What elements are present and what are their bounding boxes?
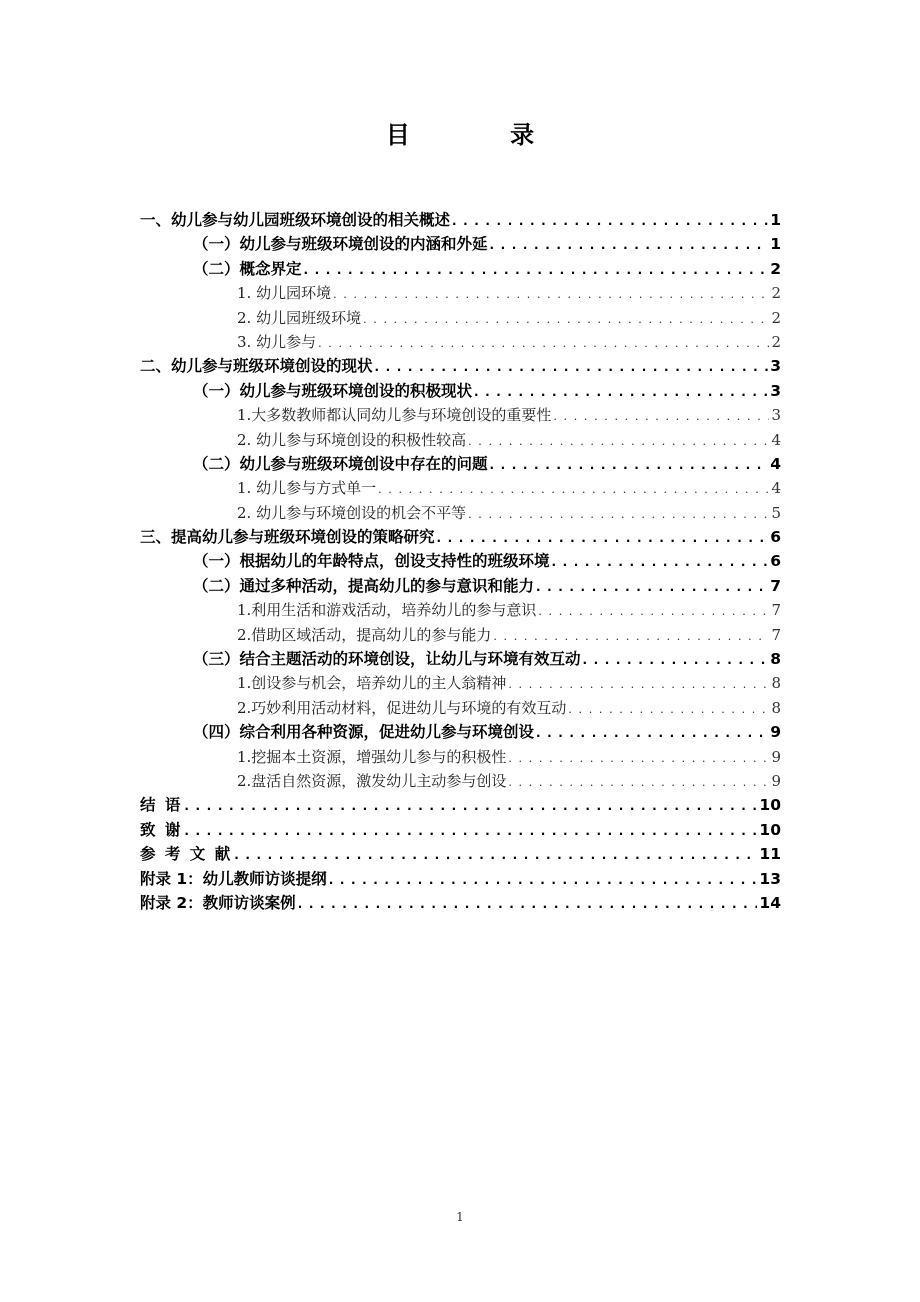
toc-entry-page: 6: [770, 528, 781, 547]
toc-entry-label: 2. 幼儿园班级环境: [237, 308, 362, 327]
toc-dot-leader: [536, 575, 768, 598]
toc-entry-page: 2: [770, 259, 781, 278]
toc-entry-label: （一）幼儿参与班级环境创设的内涵和外延: [193, 235, 488, 254]
toc-dot-leader: [375, 355, 769, 378]
toc-entry[interactable]: [140, 379, 781, 403]
toc-dot-leader: [304, 258, 769, 281]
footer-page-number: 1: [456, 1210, 464, 1224]
toc-dot-leader: [490, 453, 769, 476]
toc-dot-leader: [508, 673, 769, 695]
toc-entry-label: 1.利用生活和游戏活动，培养幼儿的参与意识: [237, 601, 537, 620]
toc-entry-page: 1: [770, 235, 781, 254]
toc-dot-leader: [298, 892, 758, 915]
toc-entry-label: 3. 幼儿参与: [237, 332, 317, 351]
toc-entry-page: 8: [770, 650, 781, 669]
toc-entry-page: 14: [759, 893, 781, 912]
toc-entry-page: 9: [771, 771, 781, 790]
toc-dot-leader: [508, 747, 769, 769]
toc-entry-label: 附录 1：幼儿教师访谈提纲: [140, 869, 327, 888]
toc-entry[interactable]: [140, 549, 781, 573]
toc-dot-leader: [553, 405, 769, 427]
toc-entry-page: 2: [771, 284, 781, 303]
toc-dot-leader: [318, 332, 769, 354]
toc-entry-label: （二）幼儿参与班级环境创设中存在的问题: [193, 454, 488, 473]
toc-entry[interactable]: [140, 428, 781, 452]
toc-dot-leader: [536, 721, 768, 744]
toc-dot-leader: [363, 308, 769, 330]
toc-entry[interactable]: [140, 598, 781, 622]
toc-dot-leader: [333, 283, 769, 305]
toc-entry-page: 6: [770, 552, 781, 571]
toc-entry-page: 4: [771, 430, 781, 449]
toc-entry[interactable]: [140, 232, 781, 256]
toc-entry-label: 1. 幼儿园环境: [237, 284, 332, 303]
toc-dot-leader: [329, 868, 758, 891]
toc-entry-label: （三）结合主题活动的环境创设，让幼儿与环境有效互动: [193, 650, 581, 669]
toc-entry-label: 致 谢: [140, 820, 183, 839]
toc-dot-leader: [568, 698, 769, 720]
toc-entry-label: 1.挖掘本土资源，增强幼儿参与的积极性: [237, 747, 507, 766]
toc-entry-label: 参 考 文 献: [140, 845, 233, 864]
table-of-contents: [140, 208, 781, 915]
toc-dot-leader: [490, 233, 769, 256]
toc-entry-label: （二）概念界定: [193, 259, 302, 278]
toc-entry-label: 1.创设参与机会，培养幼儿的主人翁精神: [237, 674, 507, 693]
toc-dot-leader: [184, 794, 757, 817]
toc-entry[interactable]: [140, 671, 781, 695]
toc-dot-leader: [468, 430, 769, 452]
toc-entry[interactable]: [140, 257, 781, 281]
toc-entry-page: 9: [771, 747, 781, 766]
toc-dot-leader: [184, 819, 757, 842]
toc-entry-page: 10: [759, 820, 781, 839]
toc-entry[interactable]: [140, 354, 781, 378]
toc-entry-page: 3: [771, 406, 781, 425]
toc-entry[interactable]: [140, 696, 781, 720]
toc-entry-label: 结 语: [140, 796, 183, 815]
toc-entry[interactable]: [140, 891, 781, 915]
toc-entry-label: 2. 幼儿参与环境创设的积极性较高: [237, 430, 467, 449]
toc-entry-label: 一、幼儿参与幼儿园班级环境创设的相关概述: [140, 211, 451, 229]
toc-entry-label: （四）综合利用各种资源，促进幼儿参与环境创设: [193, 723, 535, 742]
toc-entry[interactable]: [140, 330, 781, 354]
toc-dot-leader: [378, 478, 769, 500]
toc-dot-leader: [538, 600, 769, 622]
toc-dot-leader: [452, 209, 768, 232]
toc-entry[interactable]: [140, 720, 781, 744]
toc-entry-label: 2.巧妙利用活动材料，促进幼儿与环境的有效互动: [237, 698, 567, 717]
toc-entry-label: 1.大多数教师都认同幼儿参与环境创设的重要性: [237, 406, 552, 425]
toc-entry-page: 4: [771, 479, 781, 498]
toc-entry-label: 2. 幼儿参与环境创设的机会不平等: [237, 503, 467, 522]
toc-entry-page: 9: [770, 723, 781, 742]
toc-entry[interactable]: [140, 842, 781, 866]
toc-dot-leader: [583, 648, 769, 671]
toc-entry-page: 5: [771, 503, 781, 522]
toc-entry-label: 二、幼儿参与班级环境创设的现状: [140, 357, 373, 376]
toc-entry[interactable]: [140, 867, 781, 891]
toc-entry-page: 11: [759, 845, 781, 864]
toc-entry-label: 1. 幼儿参与方式单一: [237, 479, 377, 498]
toc-entry-page: 3: [770, 381, 781, 400]
toc-entry[interactable]: [140, 525, 781, 549]
toc-entry[interactable]: [140, 647, 781, 671]
toc-entry-label: 三、提高幼儿参与班级环境创设的策略研究: [140, 528, 435, 547]
toc-entry-page: 10: [759, 796, 781, 815]
toc-entry-page: 2: [771, 332, 781, 351]
toc-entry-page: 1: [770, 211, 781, 229]
page-title: 目 录: [385, 121, 581, 149]
toc-entry[interactable]: [140, 208, 781, 232]
toc-dot-leader: [493, 625, 769, 647]
toc-entry[interactable]: [140, 306, 781, 330]
toc-entry[interactable]: [140, 623, 781, 647]
toc-dot-leader: [474, 380, 768, 403]
toc-entry[interactable]: [140, 769, 781, 793]
toc-entry[interactable]: [140, 793, 781, 817]
toc-dot-leader: [508, 771, 769, 793]
toc-entry[interactable]: [140, 574, 781, 598]
toc-entry[interactable]: [140, 452, 781, 476]
toc-entry-label: 2.盘活自然资源，激发幼儿主动参与创设: [237, 771, 507, 790]
toc-entry-page: 7: [770, 576, 781, 595]
toc-entry[interactable]: [140, 501, 781, 525]
toc-entry-label: 2.借助区域活动，提高幼儿的参与能力: [237, 625, 492, 644]
toc-dot-leader: [234, 843, 757, 866]
toc-entry-page: 8: [771, 674, 781, 693]
toc-entry-label: （一）幼儿参与班级环境创设的积极现状: [193, 381, 473, 400]
toc-entry-label: （一）根据幼儿的年龄特点，创设支持性的班级环境: [193, 552, 550, 571]
toc-entry-page: 4: [770, 454, 781, 473]
toc-entry[interactable]: [140, 818, 781, 842]
toc-dot-leader: [552, 550, 769, 573]
toc-entry[interactable]: [140, 281, 781, 305]
toc-dot-leader: [437, 526, 769, 549]
toc-entry-page: 13: [759, 869, 781, 888]
toc-entry-page: 7: [771, 625, 781, 644]
toc-entry-page: 3: [770, 357, 781, 376]
toc-entry-page: 2: [771, 308, 781, 327]
toc-dot-leader: [468, 503, 769, 525]
toc-entry-label: （二）通过多种活动，提高幼儿的参与意识和能力: [193, 576, 535, 595]
toc-entry-label: 附录 2：教师访谈案例: [140, 893, 296, 912]
toc-entry[interactable]: [140, 745, 781, 769]
toc-entry[interactable]: [140, 476, 781, 500]
toc-entry-page: 8: [771, 698, 781, 717]
toc-entry-page: 7: [771, 601, 781, 620]
toc-entry[interactable]: [140, 403, 781, 427]
